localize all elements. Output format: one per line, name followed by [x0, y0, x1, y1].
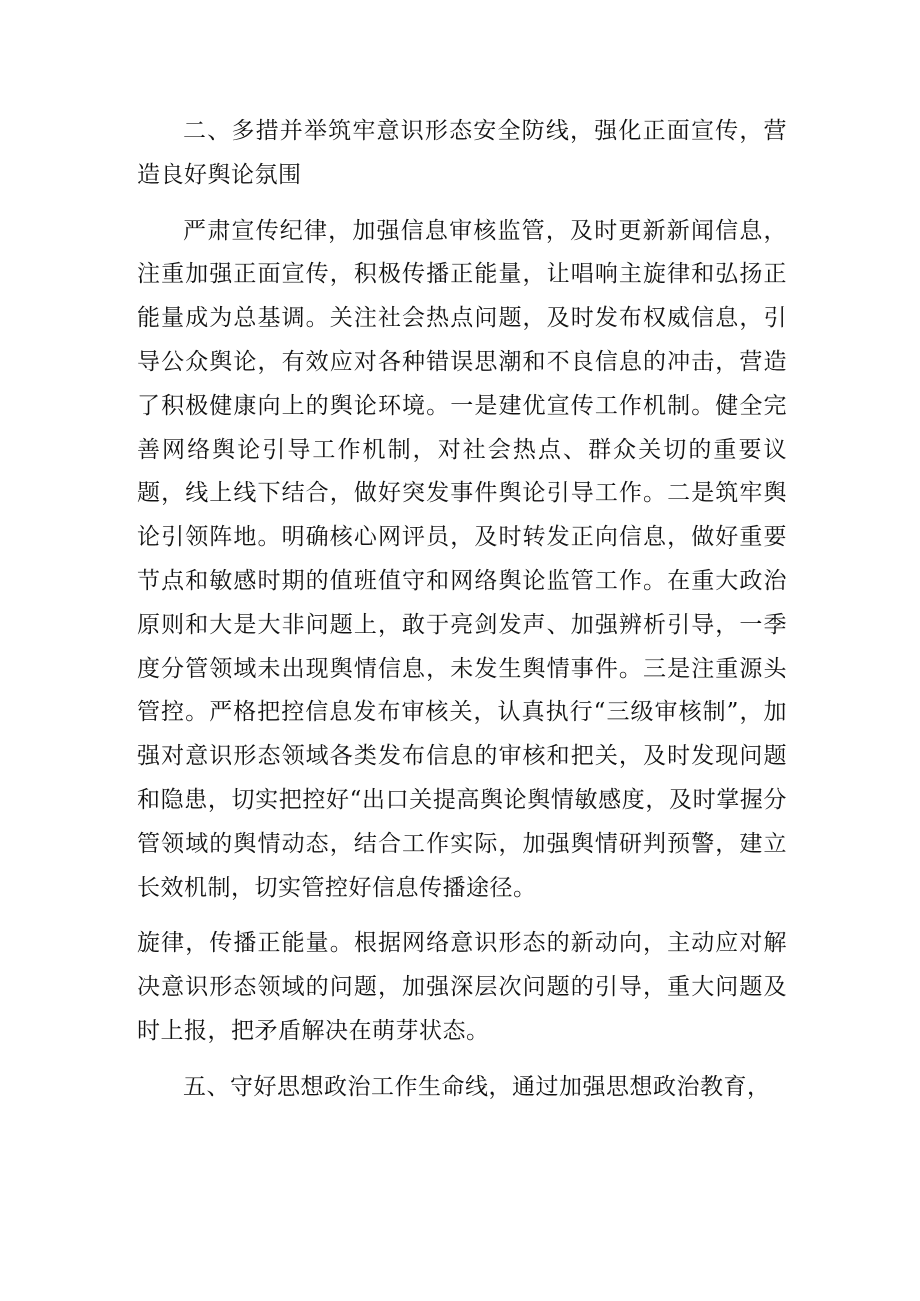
section-body-paragraph: 严肃宣传纪律，加强信息审核监管，及时更新新闻信息，注重加强正面宣传，积极传播正能量，让唱响主旋律和弘扬正能量成为总基调。关注社会热点问题，及时发布权威信息，引导公众舆论，有效应对各种错误思潮和不良信息的冲击，营造了积极健康向上的舆论环境。一是建优宣传工作机制。健全完善网络舆论引导工作机制，对社会热点、群众关切的重要议题，线上线下结合，做好突发事件舆论引导工作。二是筑牢舆论引领阵地。明确核心网评员，及时转发正向信息，做好重要节点和敏感时期的值班值守和网络舆论监管工作。在重大政治原则和大是大非问题上，敢于亮剑发声、加强辨析引导，一季度分管领域未出现舆情信息，未发生舆情事件。三是注重源头管控。严格把控信息发布审核关，认真执行“三级审核制”，加强对意识形态领域各类发布信息的审核和把关，及时发现问题和隐患，切实把控好“出口关提高舆论舆情敏感度，及时掌握分管领域的舆情动态，结合工作实际，加强舆情研判预警，建立长效机制，切实管控好信息传播途径。 — [137, 217, 787, 901]
continuation-paragraph: 旋律，传播正能量。根据网络意识形态的新动向，主动应对解决意识形态领域的问题，加强深层次问题的引导，重大问题及时上报，把矛盾解决在萌芽状态。 — [137, 930, 787, 1044]
document-body — [137, 110, 787, 1110]
section-heading-two: 二、多措并举筑牢意识形态安全防线，强化正面宣传，营造良好舆论氛围 — [137, 118, 787, 188]
section-heading-five: 五、守好思想政治工作生命线，通过加强思想政治教育， — [183, 1073, 771, 1100]
